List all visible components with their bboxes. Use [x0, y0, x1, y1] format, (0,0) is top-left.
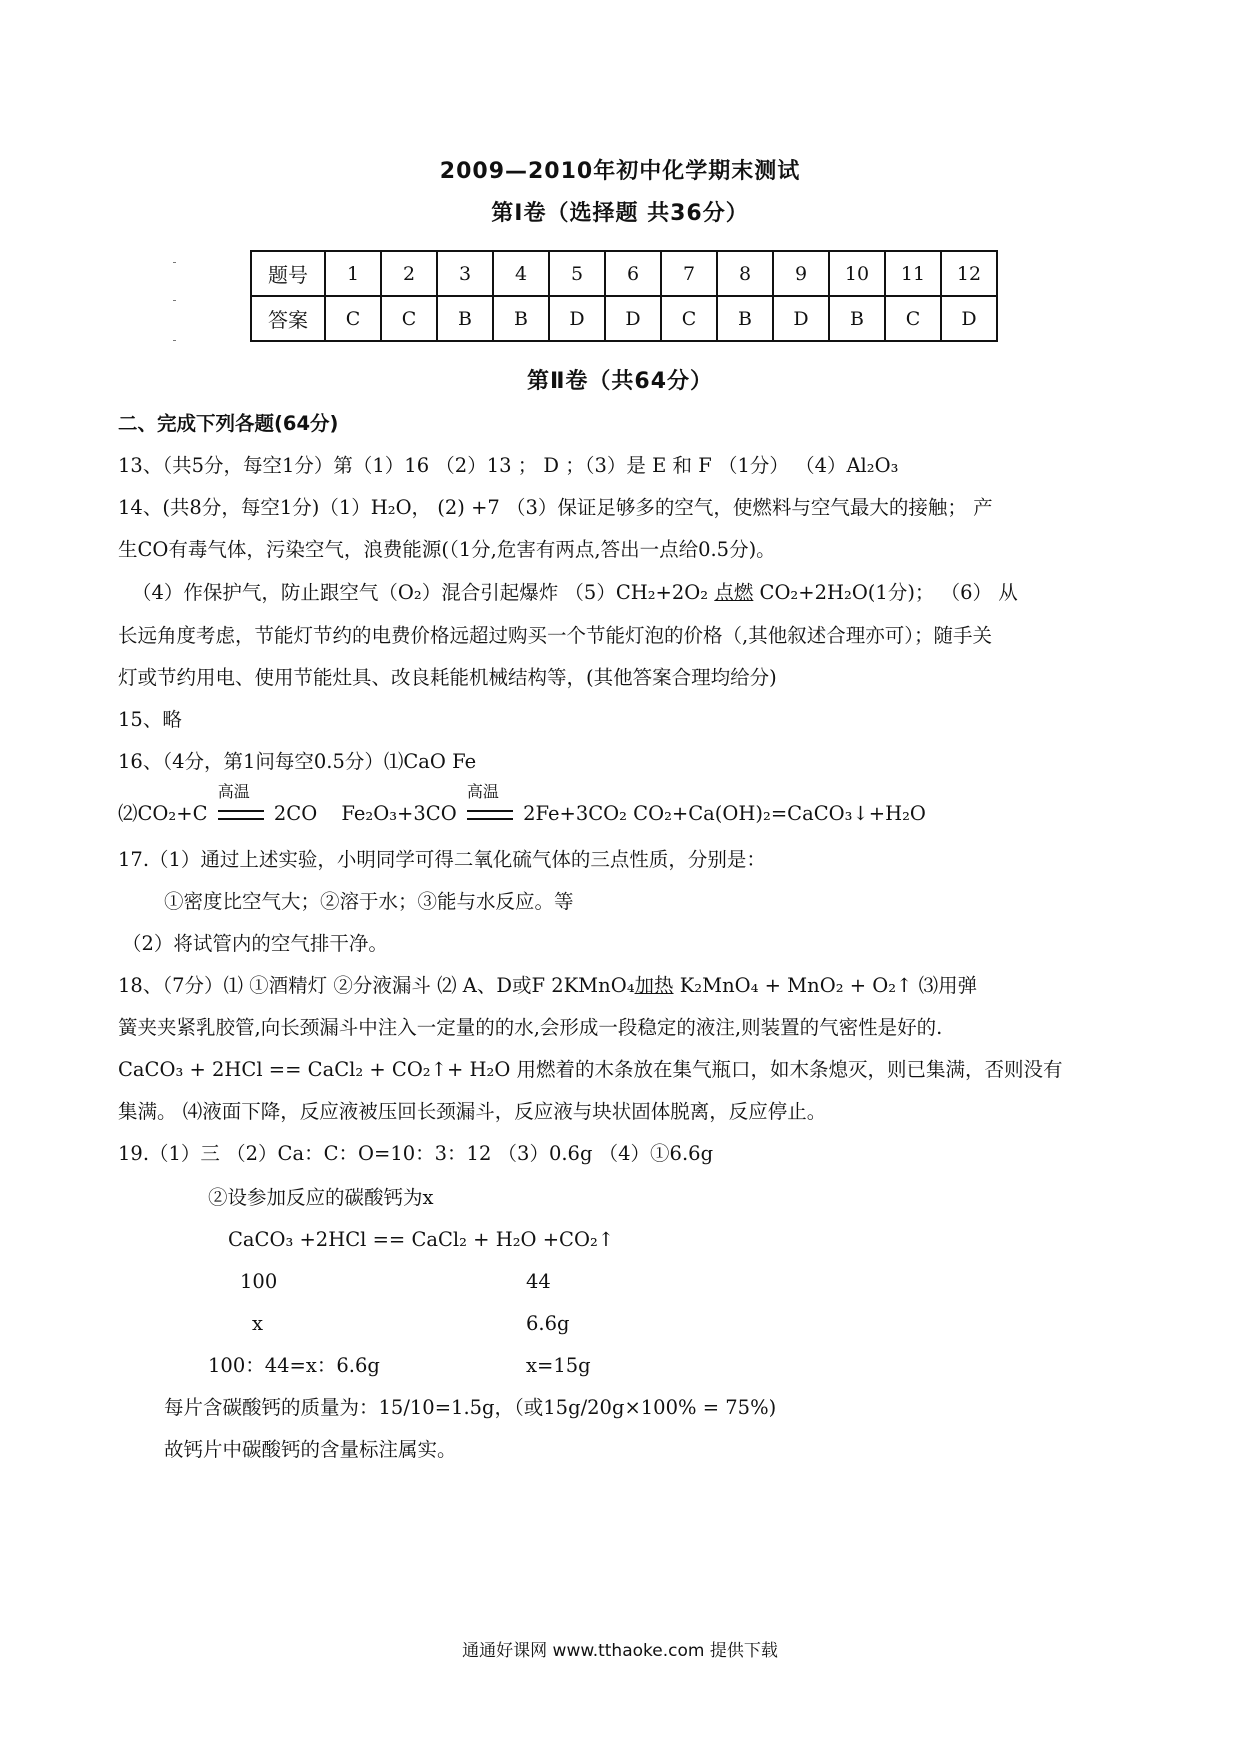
q19-equation: CaCO₃ +2HCl == CaCl₂ + H₂O +CO₂↑ [228, 1228, 615, 1251]
reaction-condition [214, 782, 268, 828]
table-cell: D [605, 296, 661, 341]
q18-line-1 [118, 972, 977, 1000]
footer-download-note: 通通好课网 www.tthaoke.com 提供下载 [462, 1641, 778, 1661]
q17-line-3: （2）将试管内的空气排干净。 [122, 932, 388, 955]
equation-1-left: ⑵CO₂+C [118, 802, 208, 825]
equation-2-right: 2Fe+3CO₂ CO₂+Ca(OH)₂=CaCO₃↓+H₂O [523, 802, 926, 825]
q17-line-1: 17.（1）通过上述实验，小明同学可得二氧化硫气体的三点性质，分别是： [118, 848, 766, 871]
table-cell: 4 [493, 251, 549, 296]
q19-result: x=15g [526, 1354, 591, 1377]
q18-line-4: 集满。 ⑷液面下降，反应液被压回长颈漏斗，反应液与块状固体脱离，反应停止。 [118, 1100, 827, 1123]
table-cell: 8 [717, 251, 773, 296]
table-cell: 12 [941, 251, 997, 296]
q14-line-3-a: （4）作保护气，防止跟空气（O₂）混合引起爆炸 （5）CH₂+2O₂ [132, 581, 715, 604]
table-cell: 1 [325, 251, 381, 296]
table-cell: B [829, 296, 885, 341]
condition-label: 高温 [466, 782, 499, 801]
table-cell: B [717, 296, 773, 341]
reaction-condition: 点燃 [714, 581, 754, 604]
table-cell: D [773, 296, 829, 341]
table-cell: D [941, 296, 997, 341]
table-cell: B [437, 296, 493, 341]
q14-line-1: 14、(共8分，每空1分)（1）H₂O， (2) +7 （3）保证足够多的空气，使燃料与空气最大的接触； 产 [118, 496, 993, 519]
table-cell: C [885, 296, 941, 341]
margin-mark [173, 262, 176, 263]
table-cell: 2 [381, 251, 437, 296]
table-cell: B [493, 296, 549, 341]
table-header-number: 题号 [251, 251, 325, 296]
table-header-answer: 答案 [251, 296, 325, 341]
table-cell: 6 [605, 251, 661, 296]
reaction-condition: 加热 [634, 974, 674, 997]
table-cell: C [381, 296, 437, 341]
table-cell: D [549, 296, 605, 341]
q18-line-3: CaCO₃ + 2HCl == CaCl₂ + CO₂↑+ H₂O 用燃着的木条放在集气瓶口，如木条熄灭，则已集满，否则没有 [118, 1058, 1063, 1081]
equals-bars [467, 810, 513, 820]
q14-line-5: 灯或节约用电、使用节能灶具、改良耗能机械结构等，(其他答案合理均给分) [118, 666, 777, 689]
q19-unknown: x [252, 1312, 263, 1335]
q16-line-2 [118, 782, 926, 828]
q19-molar-mass-co2: 44 [526, 1270, 551, 1293]
q19-line-8: 故钙片中碳酸钙的含量标注属实。 [164, 1438, 457, 1461]
q19-line-2: ②设参加反应的碳酸钙为x [208, 1186, 434, 1209]
q16-line-1: 16、（4分，第1问每空0.5分）⑴CaO Fe [118, 750, 477, 773]
page-title: 2009—2010年初中化学期末测试 [439, 159, 801, 184]
q19-proportion: 100：44=x：6.6g [208, 1354, 380, 1377]
table-cell: 7 [661, 251, 717, 296]
margin-mark [173, 340, 176, 341]
q18-line-1-a: 18、（7分）⑴ ①酒精灯 ②分液漏斗 ⑵ A、D或F 2KMnO₄ [118, 974, 635, 997]
q14-line-2: 生CO有毒气体，污染空气，浪费能源(（1分,危害有两点,答出一点给0.5分)。 [118, 538, 776, 561]
reaction-condition [463, 782, 517, 828]
table-row-numbers [251, 251, 997, 296]
table-cell: 10 [829, 251, 885, 296]
margin-mark [173, 300, 176, 301]
table-row-answers [251, 296, 997, 341]
table-cell: 11 [885, 251, 941, 296]
table-cell: 5 [549, 251, 605, 296]
table-cell: 9 [773, 251, 829, 296]
answer-table [250, 250, 998, 342]
q13-line: 13、（共5分，每空1分）第（1）16 （2）13 ； D ；（3）是 E 和 F （1分） （4）Al₂O₃ [118, 454, 899, 477]
q19-co2-mass: 6.6g [526, 1312, 570, 1335]
part2-heading: 第Ⅱ卷（共64分） [526, 369, 714, 394]
q18-line-1-b: K₂MnO₄ + MnO₂ + O₂↑ ⑶用弹 [673, 974, 978, 997]
q14-line-4: 长远角度考虑，节能灯节约的电费价格远超过购买一个节能灯泡的价格（,其他叙述合理亦可）；随手关 [118, 624, 992, 647]
q17-line-2: ①密度比空气大；②溶于水；③能与水反应。等 [164, 890, 574, 913]
q14-line-3 [132, 579, 1018, 607]
q19-line-7: 每片含碳酸钙的质量为：15/10=1.5g，（或15g/20g×100% = 75%) [164, 1396, 777, 1419]
equation-2-left: Fe₂O₃+3CO [341, 802, 457, 825]
q19-line-1: 19.（1）三 （2）Ca：C：O=10：3：12 （3）0.6g （4）①6.6g [118, 1142, 714, 1165]
equals-bars [218, 810, 264, 820]
q19-molar-mass-caco3: 100 [240, 1270, 278, 1293]
section2-heading: 二、完成下列各题(64分) [118, 412, 339, 435]
q18-line-2: 簧夹夹紧乳胶管,向长颈漏斗中注入一定量的的水,会形成一段稳定的液注,则装置的气密性是好的. [118, 1016, 943, 1039]
q15-line: 15、略 [118, 708, 182, 731]
table-cell: C [325, 296, 381, 341]
equation-1-right: 2CO [273, 802, 318, 825]
table-cell: 3 [437, 251, 493, 296]
part1-heading: 第Ⅰ卷（选择题 共36分） [491, 201, 749, 226]
q14-line-3-b: CO₂+2H₂O(1分)； （6） 从 [753, 581, 1018, 604]
table-cell: C [661, 296, 717, 341]
condition-label: 高温 [217, 782, 250, 801]
